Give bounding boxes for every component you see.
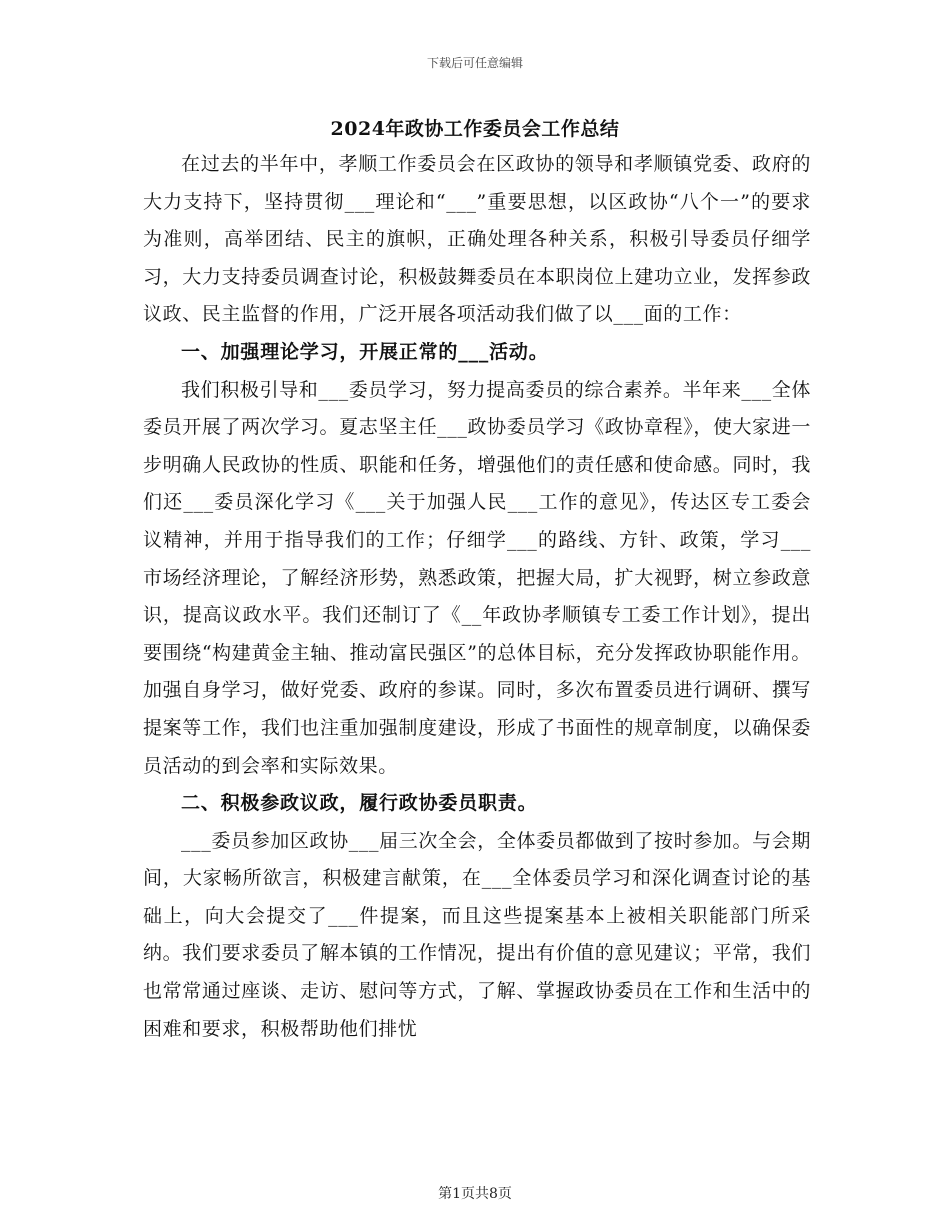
document-body bbox=[143, 146, 811, 1048]
section-heading-1: 一、加强理论学习，开展正常的___活动。 bbox=[181, 340, 549, 363]
paragraph-section-1: 我们积极引导和___委员学习，努力提高委员的综合素养。半年来___全体委员开展了两次学习。夏志坚主任___政协委员学习《政协章程》，使大家进一步明确人民政协的性质、职能和任务，增强他们的责任感和使命感。同时，我们还___委员深化学习《___关于加强人民___工作的意见》，传达区专工委会议精神，并用于指导我们的工作；仔细学___的路线、方针、政策，学习___市场经济理论，了解经济形势，熟悉政策，把握大局，扩大视野，树立参政意识，提高议政水平。我们还制订了《__年政协孝顺镇专工委工作计划》，提出要围绕“构建黄金主轴、推动富民强区”的总体目标，充分发挥政协职能作用。加强自身学习，做好党委、政府的参谋。同时，多次布置委员进行调研、撰写提案等工作，我们也注重加强制度建设，形成了书面性的规章制度，以确保委员活动的到会率和实际效果。 bbox=[143, 378, 811, 777]
document-title: 2024年政协工作委员会工作总结 bbox=[330, 118, 620, 140]
page-number: 第1页共8页 bbox=[438, 1186, 512, 1202]
paragraph-intro: 在过去的半年中，孝顺工作委员会在区政协的领导和孝顺镇党委、政府的大力支持下，坚持贯彻___理论和“___”重要思想，以区政协“八个一”的要求为准则，高举团结、民主的旗帜，正确处理各种关系，积极引导委员仔细学习，大力支持委员调查讨论，积极鼓舞委员在本职岗位上建功立业，发挥参政议政、民主监督的作用，广泛开展各项活动我们做了以___面的工作： bbox=[143, 153, 811, 326]
section-heading-2: 二、积极参政议政，履行政协委员职责。 bbox=[181, 792, 538, 815]
header-note: 下载后可任意编辑 bbox=[426, 56, 523, 70]
paragraph-section-2: ___委员参加区政协___届三次全会，全体委员都做到了按时参加。与会期间，大家畅所欲言，积极建言献策，在___全体委员学习和深化调查讨论的基础上，向大会提交了___件提案，而且这些提案基本上被相关职能部门所采纳。我们要求委员了解本镇的工作情况，提出有价值的意见建议；平常，我们也常常通过座谈、走访、慰问等方式，了解、掌握政协委员在工作和生活中的困难和要求，积极帮助他们排忧 bbox=[143, 829, 811, 1040]
